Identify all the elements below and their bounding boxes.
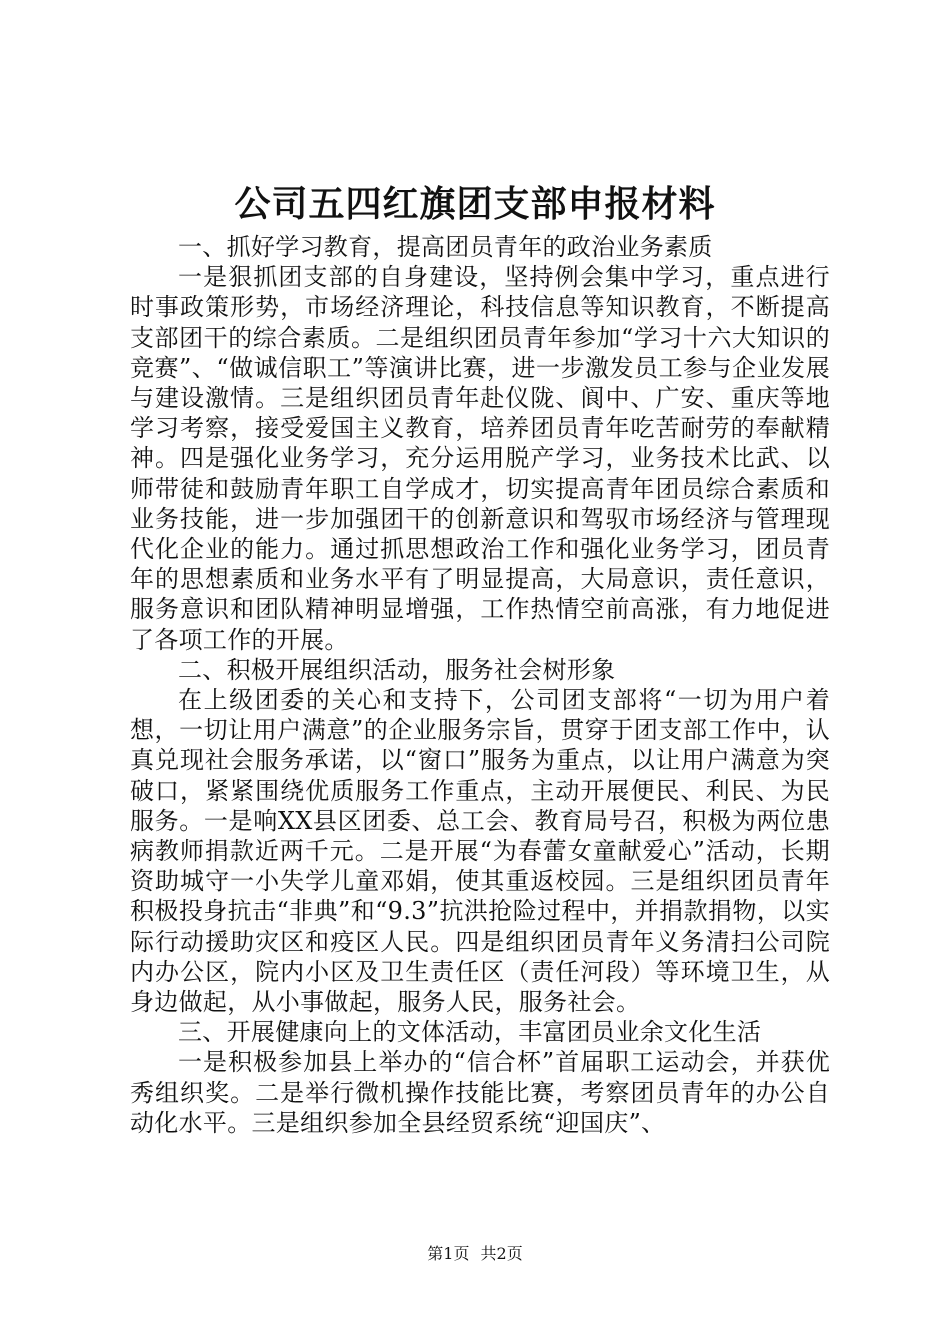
section-heading-3: 三、开展健康向上的文体活动，丰富团员业余文化生活 [178, 1018, 762, 1047]
section-heading-1: 一、抓好学习教育，提高团员青年的政治业务素质 [178, 233, 713, 261]
page-total: 共2页 [480, 1244, 523, 1263]
section-heading-2: 二、积极开展组织活动，服务社会树形象 [178, 655, 616, 684]
page-footer [0, 1244, 950, 1264]
document-title: 公司五四红旗团支部申报材料 [234, 183, 716, 225]
body-paragraph: 在上级团委的关心和支持下，公司团支部将“一切为用户着想，一切让用户满意”的企业服务宗旨，贯穿于团支部工作中，认真兑现社会服务承诺，以“窗口”服务为重点，以让用户满意为突破口，紧紧围绕优质服务工作重点，主动开展便民、利民、为民服务。一是响XX县区团委、总工会、教育局号召，积极为两位患病教师捐款近两千元。二是开展“为春蕾女童献爱心”活动，长期资助城守一小失学儿童邓娟，使其重返校园。三是组织团员青年积极投身抗击“非典”和“9.3”抗洪抢险过程中，并捐款捐物，以实际行动援助灾区和疫区人民。四是组织团员青年义务清扫公司院内办公区，院内小区及卫生责任区（责任河段）等环境卫生，从身边做起，从小事做起，服务人民，服务社会。 [130, 686, 830, 1017]
document-body [130, 232, 830, 1138]
page-number: 第1页 [427, 1244, 470, 1263]
body-paragraph: 一是狠抓团支部的自身建设，坚持例会集中学习，重点进行时事政策形势，市场经济理论，科技信息等知识教育，不断提高支部团干的综合素质。二是组织团员青年参加“学习十六大知识的竞赛”、“做诚信职工”等演讲比赛，进一步激发员工参与企业发展与建设激情。三是组织团员青年赴仪陇、阆中、广安、重庆等地学习考察，接受爱国主义教育，培养团员青年吃苦耐劳的奉献精神。四是强化业务学习，充分运用脱产学习，业务技术比武、以师带徒和鼓励青年职工自学成才，切实提高青年团员综合素质和业务技能，进一步加强团干的创新意识和驾驭市场经济与管理现代化企业的能力。通过抓思想政治工作和强化业务学习，团员青年的思想素质和业务水平有了明显提高，大局意识，责任意识，服务意识和团队精神明显增强，工作热情空前高涨，有力地促进了各项工作的开展。 [130, 263, 830, 654]
body-paragraph: 一是积极参加县上举办的“信合杯”首届职工运动会，并获优秀组织奖。二是举行微机操作技能比赛，考察团员青年的办公自动化水平。三是组织参加全县经贸系统“迎国庆”、 [130, 1048, 830, 1137]
